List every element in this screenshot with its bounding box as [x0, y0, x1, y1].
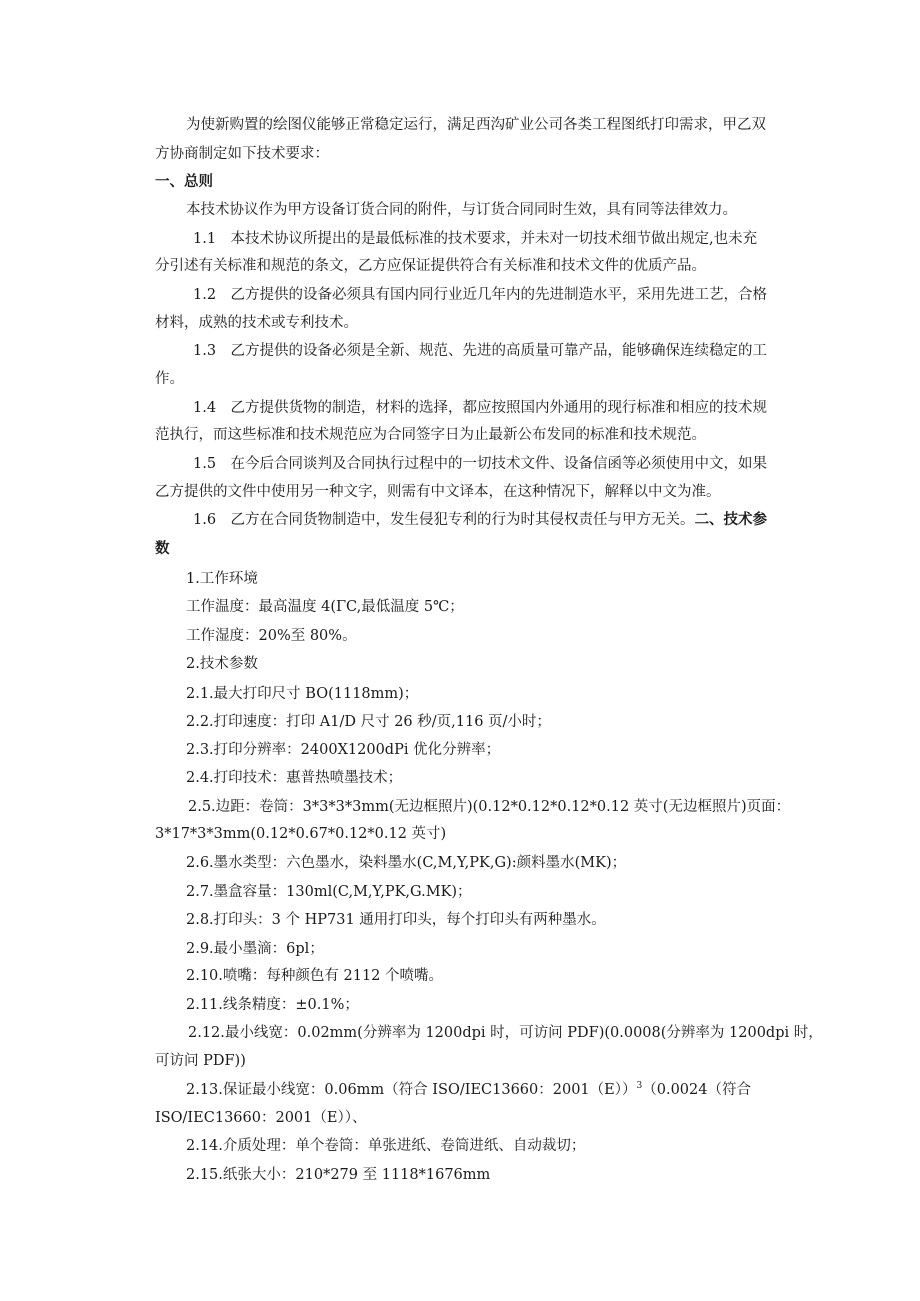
- clause-1-5-line-2: 乙方提供的文件中使用另一种文字，则需有中文译本，在这种情况下，解释以中文为准。: [155, 484, 721, 500]
- param-2-13-text-cont: （0.0024（符合: [642, 1082, 751, 1098]
- param-2-5-line-2: 3*17*3*3mm(0.12*0.67*0.12*0.12 英寸): [155, 826, 447, 842]
- param-2-15: 2.15.纸张大小：210*279 至 1118*1676mm: [186, 1167, 491, 1183]
- param-2-9: 2.9.最小墨滴：6pl；: [186, 941, 324, 957]
- param-2-14: 2.14.介质处理：单个卷筒：单张进纸、卷筒进纸、自动裁切；: [186, 1138, 586, 1154]
- params-title: 2.技术参数: [186, 656, 258, 672]
- clause-1-6-line: [193, 510, 767, 530]
- clause-1-3-line-1: 1.3 乙方提供的设备必须是全新、规范、先进的高质量可靠产品，能够确保连续稳定的工: [193, 343, 768, 359]
- section-2-heading-cont: 数: [155, 541, 170, 557]
- param-2-2: 2.2.打印速度：打印 A1/D 尺寸 26 秒/页,116 页/小时；: [186, 714, 551, 730]
- env-title: 1.工作环境: [186, 571, 258, 587]
- clause-intro: 本技术协议作为甲方设备订货合同的附件，与订货合同同时生效，具有同等法律效力。: [186, 202, 737, 218]
- param-2-13-line-1: [186, 1080, 751, 1102]
- clause-1-1-line-2: 分引述有关标准和规范的条文，乙方应保证提供符合有关标准和技术文件的优质产品。: [155, 258, 706, 274]
- clause-1-2-line-1: 1.2 乙方提供的设备必须具有国内同行业近几年内的先进制造水平，采用先进工艺，合格: [193, 287, 768, 303]
- section-2-heading: 二、技术参: [694, 512, 768, 528]
- section-1-heading: 一、总则: [155, 174, 213, 190]
- param-2-3: 2.3.打印分辨率：2400X1200dPi 优化分辨率；: [186, 742, 501, 758]
- clause-1-5-line-1: 1.5 在今后合同谈判及合同执行过程中的一切技术文件、设备信函等必须使用中文，如果: [193, 456, 768, 472]
- intro-line-2: 方协商制定如下技术要求：: [155, 146, 329, 162]
- param-2-13-line-2: ISO/IEC13660：2001（E））、: [155, 1110, 367, 1126]
- clause-1-6-text: 1.6 乙方在合同货物制造中，发生侵犯专利的行为时其侵权责任与甲方无关。: [193, 512, 695, 528]
- param-2-11: 2.11.线条精度：±0.1%；: [186, 997, 359, 1013]
- work-humidity: 工作湿度：20%至 80%。: [186, 628, 357, 644]
- param-2-13-text: 2.13.保证最小线宽：0.06mm（符合 ISO/IEC13660：2001（E））: [186, 1082, 637, 1098]
- clause-1-4-line-1: 1.4 乙方提供货物的制造，材料的选择，都应按照国内外通用的现行标准和相应的技术规: [193, 400, 768, 416]
- param-2-12-line-2: 可访问 PDF)): [155, 1053, 246, 1069]
- clause-1-2-line-2: 材料，成熟的技术或专利技术。: [155, 315, 358, 331]
- param-2-12-line-1: 2.12.最小线宽：0.02mm(分辨率为 1200dpi 时，可访问 PDF)(0.0008(分辨率为 1200dpi 时，: [188, 1025, 823, 1041]
- clause-1-4-line-2: 范执行，而这些标准和技术规范应为合同签字日为止最新公布发同的标准和技术规范。: [155, 427, 706, 443]
- intro-line-1: 为使新购置的绘图仪能够正常稳定运行，满足西沟矿业公司各类工程图纸打印需求，甲乙双: [186, 117, 766, 133]
- work-temperature: 工作温度：最高温度 4(ΓC,最低温度 5℃；: [186, 599, 464, 615]
- param-2-5-line-1: 2.5.边距：卷筒：3*3*3*3mm(无边框照片)(0.12*0.12*0.12*0.12 英寸(无边框照片)页面：: [188, 799, 791, 815]
- param-2-1: 2.1.最大打印尺寸 BO(1118mm)；: [186, 686, 419, 702]
- param-2-7: 2.7.墨盒容量：130ml(C,M,Y,PK,G.MK)；: [186, 884, 472, 900]
- clause-1-3-line-2: 作。: [155, 371, 184, 387]
- param-2-8: 2.8.打印头：3 个 HP731 通用打印头，每个打印头有两种墨水。: [186, 912, 606, 928]
- param-2-6: 2.6.墨水类型：六色墨水，染料墨水(C,M,Y,PK,G):颜料墨水(MK)；: [186, 855, 627, 871]
- param-2-4: 2.4.打印技术：惠普热喷墨技术；: [186, 770, 403, 786]
- clause-1-1-line-1: 1.1 本技术协议所提出的是最低标准的技术要求，并未对一切技术细节做出规定,也未充: [193, 231, 758, 247]
- param-2-10: 2.10.喷嘴：每种颜色有 2112 个喷嘴。: [186, 968, 444, 984]
- footnote-marker: 3: [636, 1081, 643, 1091]
